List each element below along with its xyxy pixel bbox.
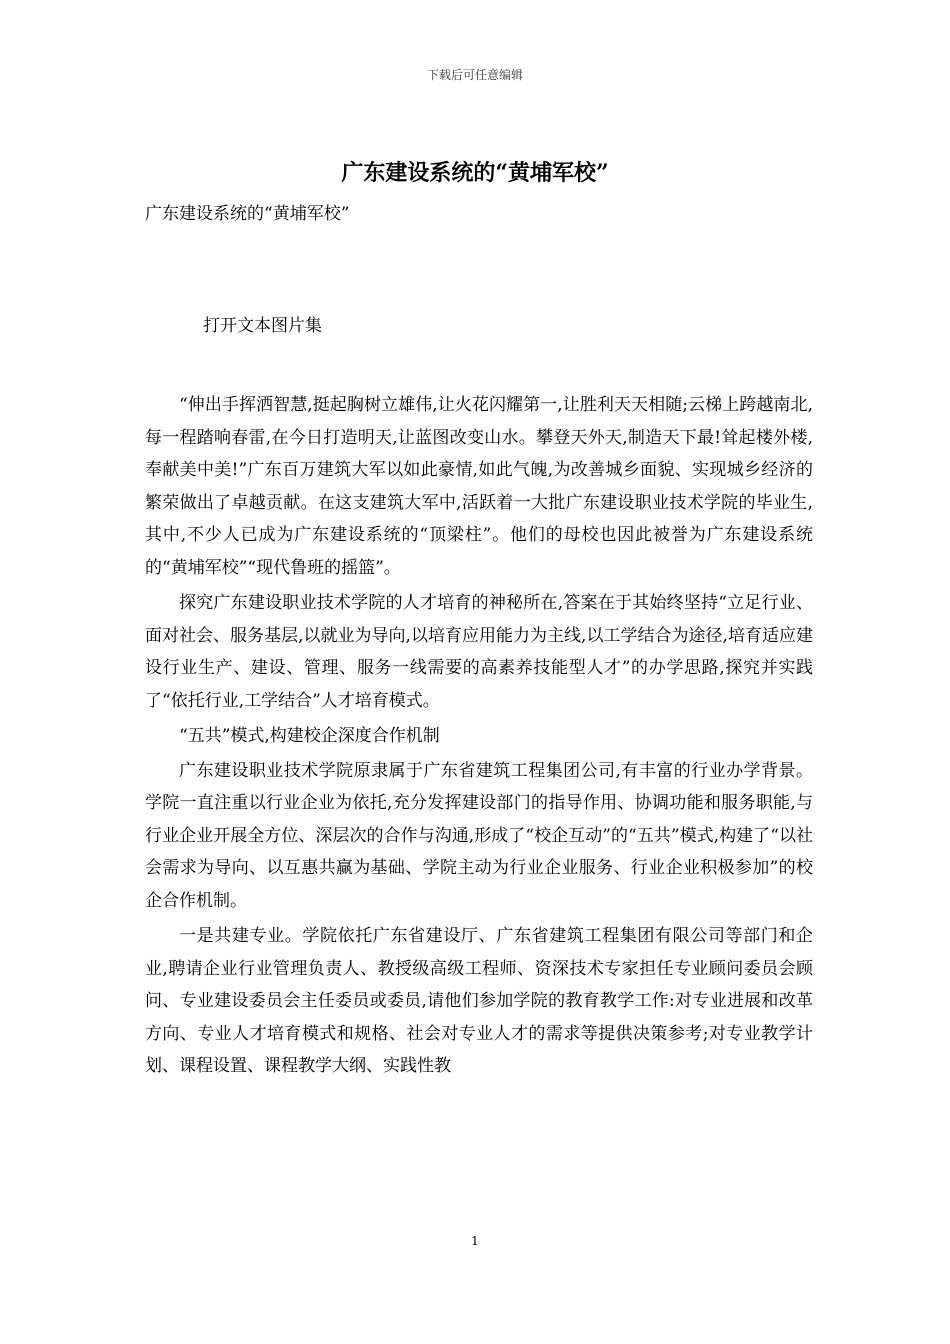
document-subtitle: 广东建设系统的“黄埔军校” <box>145 204 350 224</box>
paragraph-intro: “伸出手挥洒智慧,挺起胸树立雄伟,让火花闪耀第一,让胜利天天相随;云梯上跨越南北,每一程踏响春雷,在今日打造明天,让蓝图改变山水。攀登天外天,制造天下最!耸起楼外楼,奉献美中美!”广东百万建筑大军以如此豪情,如此气魄,为改善城乡面貌、实现城乡经济的繁荣做出了卓越贡献。在这支建筑大军中,活跃着一大批广东建设职业技术学院的毕业生,其中,不少人已成为广东建设系统的“顶梁柱”。他们的母校也因此被誉为广东建设系统的“黄埔军校”“现代鲁班的摇篮”。 <box>145 395 813 578</box>
page-number: 1 <box>471 1234 479 1248</box>
page-header-note: 下载后可任意编辑 <box>426 68 523 82</box>
document-title: 广东建设系统的“黄埔军校” <box>341 160 609 186</box>
open-image-gallery-link[interactable]: 打开文本图片集 <box>203 316 322 336</box>
paragraph-school-enterprise: 广东建设职业技术学院原隶属于广东省建筑工程集团公司,有丰富的行业办学背景。学院一直注重以行业企业为依托,充分发挥建设部门的指导作用、协调功能和服务职能,与行业企业开展全方位、深层次的合作与沟通,形成了“校企互动”的“五共”模式,构建了“以社会需求为导向、以互惠共赢为基础、学院主动为行业企业服务、行业企业积极参加”的校企合作机制。 <box>145 760 813 912</box>
paragraph-list <box>145 389 813 1083</box>
document-body <box>145 200 813 1085</box>
paragraph-training-model: 探究广东建设职业技术学院的人才培育的神秘所在,答案在于其始终坚持“立足行业、面对社会、服务基层,以就业为导向,以培育应用能力为主线,以工学结合为途径,培育适应建设行业生产、建设、管理、服务一线需要的高素养技能型人才”的办学思路,探究并实践了“依托行业,工学结合”人才培育模式。 <box>145 592 813 711</box>
section-heading-five-co: “五共”模式,构建校企深度合作机制 <box>179 725 440 746</box>
paragraph-co-build-majors: 一是共建专业。学院依托广东省建设厅、广东省建筑工程集团有限公司等部门和企业,聘请企业行业管理负责人、教授级高级工程师、资深技术专家担任专业顾问委员会顾问、专业建设委员会主任委员或委员,请他们参加学院的教育教学工作:对专业进展和改革方向、专业人才培育模式和规格、社会对专业人才的需求等提供决策参考;对专业教学计划、课程设置、课程教学大纲、实践性教 <box>145 926 813 1077</box>
